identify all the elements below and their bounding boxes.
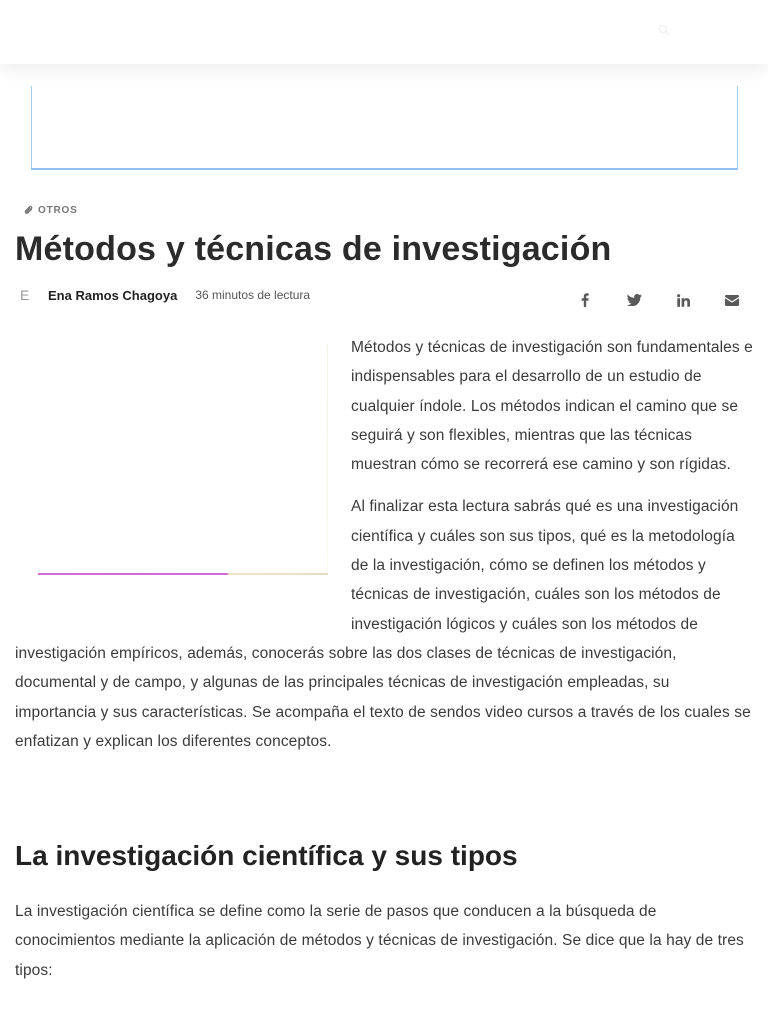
- post-meta: [20, 285, 310, 305]
- summary-paragraph: Al finalizar esta lectura sabrás qué es una investigación científica y cuáles son sus tipos, qué es la metodología de la investigación, cómo se definen los métodos y técnicas de investigación, cuáles son los métodos de investigación lógicos y cuáles son los métodos de investigación empíricos, además, conocerás sobre las dos clases de técnicas de investigación, documental y de campo, y algunas de las principales técnicas de investigación empleadas, su importancia y sus características. Se acompaña el texto de sendos video cursos a través de los cuales se enfatizan y explican los diferentes conceptos.: [15, 498, 751, 750]
- twitter-icon[interactable]: [626, 291, 642, 309]
- page-title: Métodos y técnicas de investigación: [15, 230, 612, 268]
- email-icon[interactable]: [724, 291, 740, 309]
- intro-paragraph: Métodos y técnicas de investigación son fundamentales e indispensables para el desarrollo de un estudio de cualquier índole. Los métodos indican el camino que se seguirá y son flexibles, mientras que las técnicas muestran cómo se recorrerá ese camino y son rígidas.: [351, 339, 753, 474]
- read-time: 36 minutos de lectura: [195, 288, 311, 302]
- facebook-icon[interactable]: [577, 291, 593, 309]
- paperclip-icon: [24, 205, 34, 216]
- section-heading: La investigación científica y sus tipos: [15, 840, 518, 871]
- site-header: [0, 0, 768, 64]
- author-name[interactable]: Ena Ramos Chagoya: [48, 287, 178, 303]
- linkedin-icon[interactable]: [675, 291, 691, 309]
- share-bar: [577, 290, 740, 310]
- post-category[interactable]: [24, 203, 78, 217]
- avatar[interactable]: E: [20, 287, 30, 303]
- article-body: [15, 333, 753, 756]
- ad-banner[interactable]: [31, 86, 738, 170]
- category-label: OTROS: [38, 204, 78, 216]
- section-paragraph: La investigación científica se define como la serie de pasos que conducen a la búsqueda de conocimientos mediante la aplicación de métodos y técnicas de investigación. Se dice que la hay de tres tipos:: [15, 903, 744, 979]
- search-icon[interactable]: [658, 24, 672, 38]
- image-float-space: [15, 333, 351, 633]
